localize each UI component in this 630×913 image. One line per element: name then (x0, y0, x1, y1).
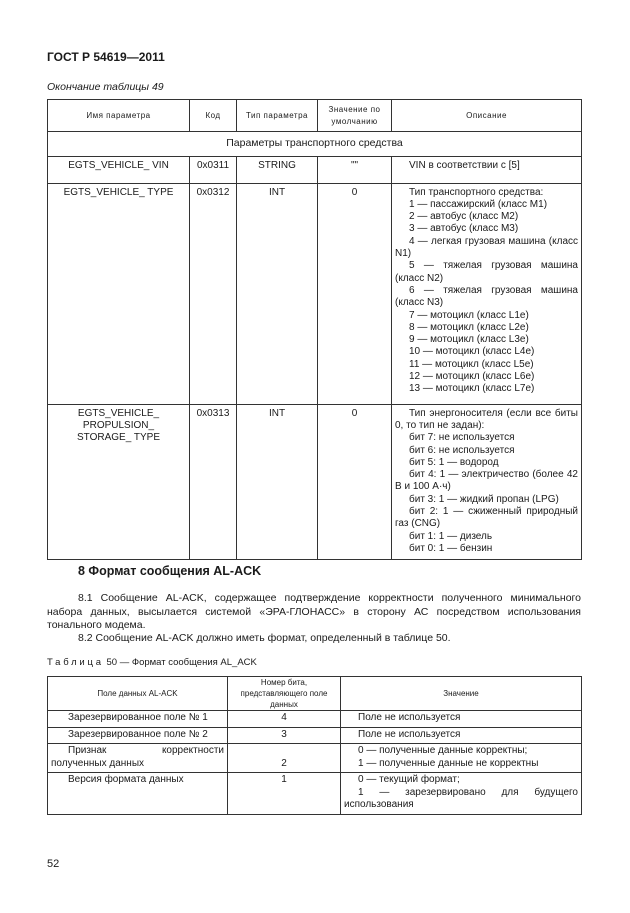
description-line: 1 — пассажирский (класс M1) (409, 198, 548, 210)
table-50-caption-text: 50 — Формат сообщения AL_ACK (106, 657, 257, 668)
description-line: Тип энергоносителя (если все биты 0, то тип не задан): (395, 407, 578, 431)
description-line: бит 7: не используется (409, 432, 515, 444)
column-header-type: Тип параметра (237, 100, 318, 132)
table-50-caption (47, 657, 257, 668)
param-default: "" (318, 157, 392, 183)
section-title: Параметры транспортного средства (48, 132, 582, 157)
description-line: 9 — мотоцикл (класс L3e) (409, 334, 529, 346)
document-header: ГОСТ Р 54619—2011 (47, 50, 165, 64)
column-header-default: Значение по умолчанию (318, 100, 392, 132)
column-header-bit: Номер бита, представляющего поле данных (228, 677, 341, 711)
description-line: 11 — мотоцикл (класс L5e) (409, 358, 534, 370)
description-line: 13 — мотоцикл (класс L7e) (409, 383, 535, 395)
table-49-caption: Окончание таблицы 49 (47, 81, 164, 93)
description-line: 3 — автобус (класс M3) (409, 223, 519, 235)
bit-number: 3 (228, 727, 341, 744)
field-name: Зарезервированное поле № 2 (48, 727, 228, 744)
column-header-field: Поле данных AL-ACK (48, 677, 228, 711)
description-line: 5 — тяжелая грузовая машина (класс N2) (395, 260, 578, 284)
description-line: 10 — мотоцикл (класс L4e) (409, 346, 535, 358)
table-row (48, 727, 582, 744)
section-heading: 8 Формат сообщения AL-ACK (78, 564, 262, 578)
param-name: EGTS_VEHICLE_ PROPULSION_ STORAGE_ TYPE (48, 404, 190, 560)
paragraph-8-1: 8.1 Сообщение AL-ACK, содержащее подтверждение корректности полученного минимального набора данных, высылается системой «ЭРА-ГЛОНАСС» в сторону АС посредством использования тонального модема. (47, 592, 581, 631)
description-line: бит 3: 1 — жидкий пропан (LPG) (409, 493, 559, 505)
param-name: EGTS_VEHICLE_ VIN (48, 157, 190, 183)
description-line: 2 — автобус (класс M2) (409, 211, 519, 223)
table-49 (47, 99, 582, 560)
description-line: 4 — легкая грузовая машина (класс N1) (395, 235, 578, 260)
column-header-description: Описание (392, 100, 582, 132)
description-line: 7 — мотоцикл (класс L1e) (409, 309, 529, 321)
table-row (48, 744, 582, 773)
table-header-row (48, 677, 582, 711)
param-type: STRING (237, 157, 318, 183)
description-line: бит 5: 1 — водород (409, 456, 499, 468)
param-code: 0x0311 (190, 157, 237, 183)
value-line: 1 — зарезервировано для будущего использования (344, 786, 578, 810)
description-line: бит 1: 1 — дизель (409, 530, 493, 542)
param-code: 0x0313 (190, 404, 237, 560)
bit-number: 4 (228, 711, 341, 728)
table-header-row (48, 100, 582, 132)
value-line: Поле не используется (341, 727, 582, 744)
value-line: Поле не используется (341, 711, 582, 728)
description-line: бит 2: 1 — сжиженный природный газ (CNG) (395, 506, 578, 530)
description-line: 6 — тяжелая грузовая машина (класс N3) (395, 284, 578, 309)
table-row (48, 404, 582, 560)
param-default: 0 (318, 404, 392, 560)
description-line: Тип транспортного средства: (409, 186, 544, 198)
column-header-code: Код (190, 100, 237, 132)
field-name: Версия формата данных (48, 773, 228, 815)
description-line: бит 0: 1 — бензин (409, 542, 493, 554)
value-line: 0 — текущий формат; (358, 774, 460, 785)
param-type: INT (237, 183, 318, 404)
column-header-name: Имя параметра (48, 100, 190, 132)
bit-number: 2 (228, 744, 341, 773)
description-line: бит 4: 1 — электричество (более 42 В и 100 А·ч) (395, 469, 578, 493)
description-line: 12 — мотоцикл (класс L6e) (409, 371, 535, 383)
table-50-caption-prefix: Таблица (47, 657, 104, 668)
description-line: бит 6: не используется (409, 444, 515, 456)
description-line: VIN в соответствии с [5] (409, 160, 520, 172)
bit-number: 1 (228, 773, 341, 815)
table-row (48, 183, 582, 404)
value-line: 0 — полученные данные корректны; (358, 745, 528, 756)
description-line: 8 — мотоцикл (класс L2e) (409, 321, 529, 333)
field-name: Зарезервированное поле № 1 (48, 711, 228, 728)
table-row (48, 773, 582, 815)
value-line: 1 — полученные данные не корректны (358, 757, 539, 769)
paragraph-8-2: 8.2 Сообщение AL-ACK должно иметь формат, определенный в таблице 50. (78, 632, 451, 644)
table-row (48, 711, 582, 728)
param-default: 0 (318, 183, 392, 404)
param-type: INT (237, 404, 318, 560)
param-name: EGTS_VEHICLE_ TYPE (48, 183, 190, 404)
field-name: Признак корректности полученных данных (48, 744, 228, 773)
table-50 (47, 676, 582, 815)
page-number: 52 (47, 858, 60, 870)
param-code: 0x0312 (190, 183, 237, 404)
table-row (48, 157, 582, 183)
column-header-value: Значение (341, 677, 582, 711)
